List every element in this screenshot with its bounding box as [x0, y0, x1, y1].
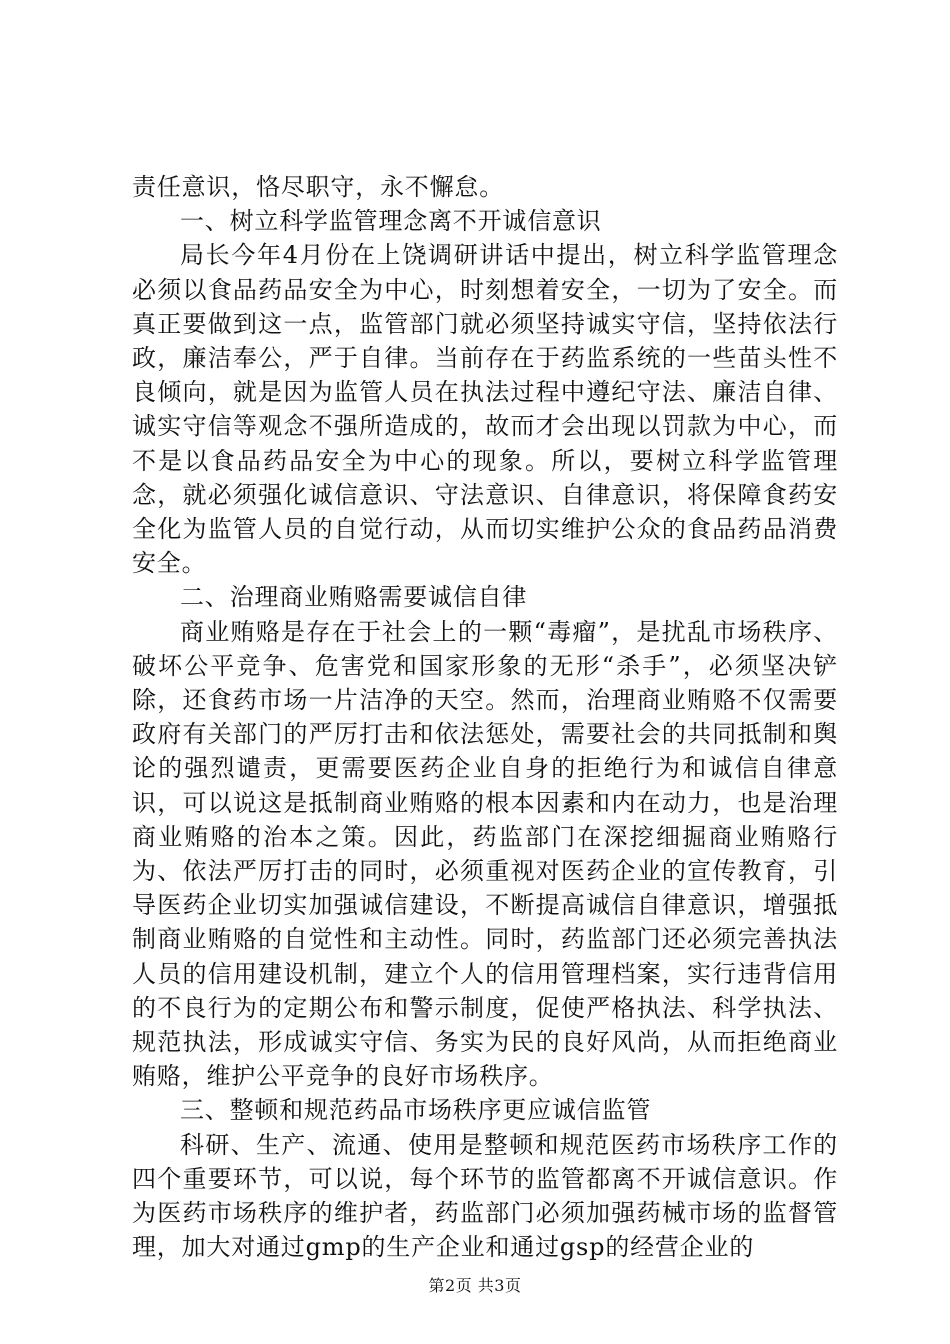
- section-3-heading: 三、整顿和规范药品市场秩序更应诚信监管: [180, 1096, 652, 1125]
- section-3-body: 科研、生产、流通、使用是整顿和规范医药市场秩序工作的四个重要环节，可以说，每个环节的监管都离不开诚信意识。作为医药市场秩序的维护者，药监部门必须加强药械市场的监督管理，加大对通过gmp的生产企业和通过gsp的经营企业的: [132, 1130, 838, 1262]
- document-body: [132, 170, 838, 1265]
- section-2-body: 商业贿赂是存在于社会上的一颗“毒瘤”，是扰乱市场秩序、破坏公平竞争、危害党和国家形象的无形“杀手”，必须坚决铲除，还食药市场一片洁净的天空。然而，治理商业贿赂不仅需要政府有关部门的严厉打击和依法惩处，需要社会的共同抵制和舆论的强烈谴责，更需要医药企业自身的拒绝行为和诚信自律意识，可以说这是抵制商业贿赂的根本因素和内在动力，也是治理商业贿赂的治本之策。因此，药监部门在深挖细掘商业贿赂行为、依法严厉打击的同时，必须重视对医药企业的宣传教育，引导医药企业切实加强诚信建设，不断提高诚信自律意识，增强抵制商业贿赂的自觉性和主动性。同时，药监部门还必须完善执法人员的信用建设机制，建立个人的信用管理档案，实行违背信用的不良行为的定期公布和警示制度，促使严格执法、科学执法、规范执法，形成诚实守信、务实为民的良好风尚，从而拒绝商业贿赂，维护公平竞争的良好市场秩序。: [132, 617, 838, 1091]
- section-1-heading: 一、树立科学监管理念离不开诚信意识: [180, 207, 602, 236]
- section-2-heading: 二、治理商业贿赂需要诚信自律: [180, 583, 528, 612]
- intro-paragraph: 责任意识，恪尽职守，永不懈怠。: [132, 173, 504, 201]
- page-number-footer: 第2页 共3页: [428, 1276, 522, 1295]
- section-1-body: 局长今年4月份在上饶调研讲话中提出，树立科学监管理念必须以食品药品安全为中心，时刻想着安全，一切为了安全。而真正要做到这一点，监管部门就必须坚持诚实守信，坚持依法行政，廉洁奉公，严于自律。当前存在于药监系统的一些苗头性不良倾向，就是因为监管人员在执法过程中遵纪守法、廉洁自律、诚实守信等观念不强所造成的，故而才会出现以罚款为中心，而不是以食品药品安全为中心的现象。所以，要树立科学监管理念，就必须强化诚信意识、守法意识、自律意识，将保障食药安全化为监管人员的自觉行动，从而切实维护公众的食品药品消费安全。: [132, 241, 838, 578]
